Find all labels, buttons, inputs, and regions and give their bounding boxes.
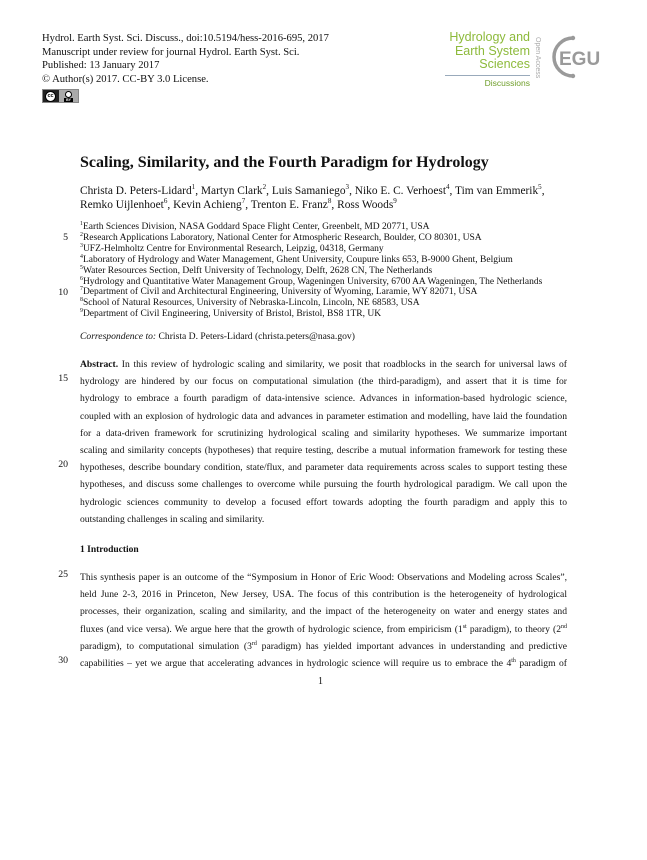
- author-name: Ross Woods: [337, 199, 394, 212]
- body-text-line: This synthesis paper is an outcome of the “Symposium in Honor of Eric Wood: Observations and Modeling across Scales”,: [80, 572, 567, 583]
- author-name: Christa D. Peters-Lidard: [80, 185, 192, 197]
- egu-ring-dot: [571, 74, 575, 78]
- affiliation-text: Laboratory of Hydrology and Water Management, Ghent University, Coupure links 653, B-9000 Ghent, Belgium: [82, 254, 513, 265]
- abstract-line: coupled with an explosion of hydrologic data and advances in parameter estimation and modelling, have laid the foundation: [80, 410, 567, 422]
- affiliation-text: Hydrology and Quantitative Water Management Group, Wageningen University, 6700 AA Wageningen, The Netherlands: [82, 276, 543, 287]
- affiliation-marker: 5: [80, 264, 83, 271]
- ordinal-suffix: rd: [251, 640, 257, 647]
- author-line: Christa D. Peters-Lidard$^1$, Martyn Clark$^2$, Luis Samaniego$^3$, Niko E. C. Verhoest$^4$, Tim van Emmerik$^5$,: [80, 183, 545, 197]
- affiliation-item: [80, 309, 542, 320]
- egu-ring-dot: [571, 36, 575, 40]
- affiliation-marker: 9: [393, 197, 397, 206]
- affiliation-marker: 3: [80, 242, 83, 249]
- author-name: Kevin Achieng: [173, 199, 242, 212]
- cc-logo-icon: cc: [45, 91, 56, 102]
- line-number: 10: [58, 287, 68, 298]
- body-text-line: held June 2-3, 2016 in Princeton, New Jersey, USA. The focus of this contribution is the heterogeneity of hydrological: [80, 589, 567, 601]
- affiliation-item: [80, 298, 542, 309]
- abstract-line: hydrology to embrace a fourth paradigm of data-intensive science. Advances in information-based hydrologic science,: [80, 393, 567, 405]
- author-name: Trenton E. Franz: [250, 199, 328, 212]
- body-text-line: paradigm), to computational simulation (3rd paradigm) has yielded important advances in understanding and predictive: [80, 640, 567, 652]
- affiliation-item: [80, 266, 542, 277]
- journal-subtitle: Discussions: [484, 77, 530, 88]
- affiliation-item: [80, 222, 542, 233]
- abstract-line: hypotheses, and discuss some challenges to overcome while pursuing the fourth hydrological paradigm. We call upon the: [80, 479, 567, 491]
- by-label: BY: [66, 97, 71, 102]
- abstract-line: outstanding challenges in scaling and similarity.: [80, 513, 265, 525]
- affiliation-marker: 5: [538, 183, 542, 192]
- abstract-line: hydrologic sciences community to develop a focused effort towards adopting the fourth paradigm and apply this to: [80, 496, 567, 508]
- affiliation-marker: 1: [80, 220, 83, 227]
- body-text-line: processes, their organization, scaling and similarity, and the impact of the heterogeneity on water and energy states and: [80, 606, 567, 618]
- line-number: 5: [63, 232, 68, 243]
- affiliation-text: Research Applications Laboratory, National Center for Atmospheric Research, Boulder, CO 80301, USA: [82, 232, 482, 243]
- affiliation-marker: 7: [80, 286, 83, 293]
- author-line: Remko Uijlenhoet$^6$, Kevin Achieng$^7$, Trenton E. Franz$^8$, Ross Woods$^9$: [80, 197, 397, 212]
- abstract-line: hypotheses, describe boundary condition, state/flux, and parameter data requirements across scales to support testing these: [80, 462, 567, 474]
- affiliation-marker: 4: [80, 253, 83, 260]
- review-status-line: Manuscript under review for journal Hydrol. Earth Syst. Sci.: [42, 46, 300, 58]
- correspondence-contact[interactable]: Christa D. Peters-Lidard (christa.peters@nasa.gov): [156, 331, 355, 342]
- ordinal-suffix: st: [462, 623, 467, 630]
- ordinal-suffix: th: [511, 657, 516, 664]
- affiliation-marker: 8: [80, 297, 83, 304]
- introduction-body: [80, 569, 567, 672]
- affiliation-marker: 1: [191, 183, 196, 192]
- affiliation-item: [80, 287, 542, 298]
- egu-logo-icon: [543, 32, 603, 82]
- affiliation-text: School of Natural Resources, University of Nebraska-Lincoln, Lincoln, NE 68583, USA: [82, 298, 420, 309]
- logo-divider: [445, 75, 530, 76]
- line-number: 15: [58, 373, 68, 384]
- affiliation-item: [80, 233, 542, 244]
- affiliation-item: [80, 244, 542, 255]
- abstract-line: hydrology are hindered by our focus on computational simulation (the third-paradigm), and assert that it is time for: [80, 376, 567, 388]
- abstract: [80, 356, 567, 528]
- author-name: Martyn Clark: [200, 185, 263, 197]
- body-text-line: capabilities – yet we argue that accelerating advances in hydrologic science will require us to embrace the 4th paradigm of: [80, 657, 567, 670]
- egu-text: EGU: [559, 49, 601, 70]
- open-access-label: Open Access: [534, 37, 541, 79]
- body-text-line: fluxes (and vice versa). We argue here that the growth of hydrologic science, from empiricism (1st paradigm), to theory (2nd: [80, 623, 567, 635]
- journal-name-line: Earth System: [454, 43, 530, 58]
- affiliation-marker: 6: [80, 275, 83, 282]
- affiliation-marker: 4: [446, 183, 450, 192]
- author-name: Remko Uijlenhoet: [80, 199, 164, 212]
- affiliation-marker: 9: [80, 308, 83, 315]
- affiliation-marker: 2: [80, 231, 83, 238]
- abstract-line: for a data-driven framework for scrutinizing hydrological scaling and similarity hypotheses. We summarize important: [80, 427, 567, 439]
- line-number: 20: [58, 459, 68, 470]
- abstract-line: Abstract. In this review of hydrologic scaling and similarity, we posit that roadblocks in the search for universal laws of: [80, 359, 567, 370]
- affiliation-text: Water Resources Section, Delft University of Technology, Delft, 2628 CN, The Netherlands: [82, 265, 433, 276]
- journal-logo[interactable]: [445, 31, 530, 88]
- affiliation-marker: 7: [241, 197, 246, 206]
- author-name: Tim van Emmerik: [455, 185, 539, 197]
- correspondence: [80, 331, 355, 342]
- line-number: 30: [58, 655, 68, 666]
- by-attribution-icon: [59, 90, 78, 102]
- affiliation-marker: 6: [163, 197, 168, 206]
- author-list: [80, 184, 545, 212]
- ordinal-suffix: nd: [561, 623, 567, 630]
- author-name: Luis Samaniego: [271, 185, 346, 197]
- citation-line: Hydrol. Earth Syst. Sci. Discuss., doi:10.5194/hess-2016-695, 2017: [42, 33, 329, 44]
- affiliation-marker: 2: [262, 183, 267, 192]
- affiliation-marker: 8: [327, 197, 332, 206]
- journal-name-line: Sciences: [479, 57, 530, 71]
- journal-name-line: Hydrology and: [449, 30, 530, 44]
- person-icon: [65, 91, 72, 98]
- page-number: 1: [318, 676, 323, 687]
- affiliation-text: Department of Civil Engineering, University of Bristol, Bristol, BS8 1TR, UK: [82, 309, 382, 320]
- affiliation-item: [80, 277, 542, 288]
- affiliation-list: [80, 222, 542, 320]
- correspondence-label: Correspondence to:: [80, 331, 157, 342]
- affiliation-marker: 3: [345, 183, 350, 192]
- section-heading: 1 Introduction: [80, 545, 139, 555]
- copyright-line: © Author(s) 2017. CC-BY 3.0 License.: [42, 73, 209, 85]
- affiliation-text: Department of Civil and Architectural Engineering, University of Wyoming, Laramie, WY 82071, USA: [82, 287, 478, 298]
- abstract-line: scaling and similarity concepts (hypotheses) that require testing, describe a mutual information framework for testing these: [80, 445, 567, 457]
- published-date-line: Published: 13 January 2017: [42, 60, 160, 72]
- affiliation-text: UFZ-Helmholtz Centre for Environmental Research, Leipzig, 04318, Germany: [82, 243, 384, 254]
- author-name: Niko E. C. Verhoest: [354, 185, 447, 197]
- creative-commons-by-icon[interactable]: [42, 89, 79, 103]
- abstract-label: Abstract.: [80, 359, 119, 370]
- paper-title: Scaling, Similarity, and the Fourth Paradigm for Hydrology: [80, 154, 489, 171]
- affiliation-item: [80, 255, 542, 266]
- manuscript-header: [42, 32, 329, 86]
- affiliation-text: Earth Sciences Division, NASA Goddard Space Flight Center, Greenbelt, MD 20771, USA: [82, 222, 430, 232]
- line-number: 25: [58, 569, 68, 580]
